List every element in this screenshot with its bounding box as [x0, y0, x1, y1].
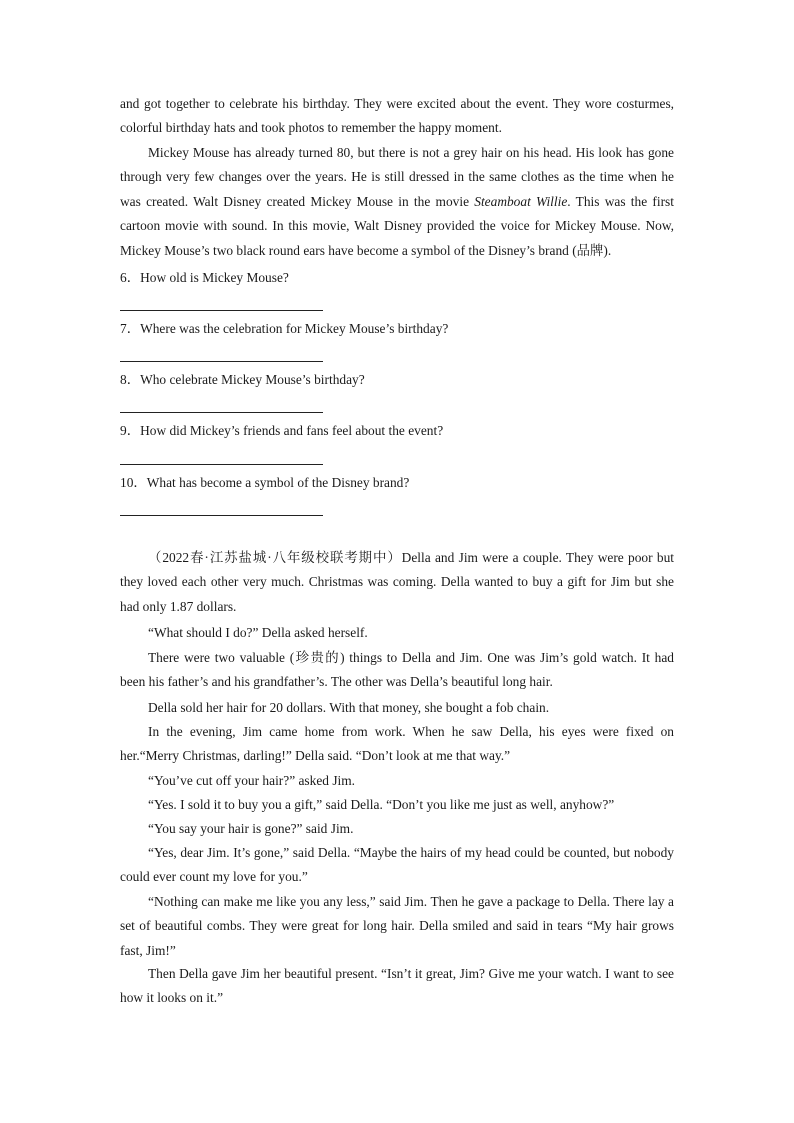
passage2-paragraph-10: “Nothing can make me like you any less,” said Jim. Then he gave a package to Della. There lay a set of beautiful combs. They were great for long hair. Della smiled and said in tears “My hair grows fast, Jim!”: [120, 894, 674, 958]
question-9: 9．How did Mickey’s friends and fans feel about the event?: [120, 423, 444, 438]
passage2-paragraph-8: “You say your hair is gone?” said Jim.: [148, 821, 354, 836]
passage2-paragraph-3: There were two valuable (珍贵的) things to Della and Jim. One was Jim’s gold watch. It had been his father’s and his grandfather’s. The other was Della’s beautiful long hair.: [120, 650, 674, 690]
question-8: 8．Who celebrate Mickey Mouse’s birthday?: [120, 372, 365, 387]
passage2-paragraph-2: “What should I do?” Della asked herself.: [148, 625, 368, 640]
answer-line-8[interactable]: [120, 412, 323, 413]
question-7: 7．Where was the celebration for Mickey Mouse’s birthday?: [120, 321, 449, 336]
movie-title: Steamboat Willie: [474, 193, 568, 209]
passage1-paragraph-1: and got together to celebrate his birthday. They were excited about the event. They wore costurmes, colorful birthday hats and took photos to remember the happy moment.: [120, 96, 674, 136]
passage2-paragraph-5: In the evening, Jim came home from work. When he saw Della, his eyes were fixed on her.“Merry Christmas, darling!” Della said. “Don’t look at me that way.”: [120, 724, 674, 764]
passage2-paragraph-6: “You’ve cut off your hair?” asked Jim.: [148, 773, 356, 788]
passage2-paragraph-9: “Yes, dear Jim. It’s gone,” said Della. “Maybe the hairs of my head could be counted, but nobody could ever count my love for you.”: [120, 845, 674, 885]
passage1-paragraph-2: [120, 141, 674, 263]
answer-line-9[interactable]: [120, 464, 323, 465]
passage1-p2-text-end: . This was the first cartoon movie with sound. In this movie, Walt Disney provided the voice for Mickey Mouse. Now, Mickey Mouse’s two black round ears have become a symbol of the Disney’s brand (品牌).: [120, 193, 674, 258]
question-10: 10．What has become a symbol of the Disney brand?: [120, 475, 410, 490]
passage1-p2-text: Mickey Mouse has already turned 80, but there is not a grey hair on his head. His look has gone through very few changes over the years. He is still dressed in the same clothes as the time when he was created. Walt Disney created Mickey Mouse in the movie: [120, 145, 674, 209]
answer-line-10[interactable]: [120, 515, 323, 516]
passage2-paragraph-11: Then Della gave Jim her beautiful present. “Isn’t it great, Jim? Give me your watch. I want to see how it looks on it.”: [120, 966, 674, 1006]
answer-line-7[interactable]: [120, 361, 323, 362]
passage2-paragraph-4: Della sold her hair for 20 dollars. With that money, she bought a fob chain.: [148, 700, 550, 715]
passage2-paragraph-7: “Yes. I sold it to buy you a gift,” said Della. “Don’t you like me just as well, anyhow?”: [148, 797, 615, 812]
answer-line-6[interactable]: [120, 310, 323, 311]
passage2-paragraph-1: （2022春·江苏盐城·八年级校联考期中）Della and Jim were a couple. They were poor but they loved each other very much. Christmas was coming. Della wanted to buy a gift for Jim but she had only 1.87 dollars.: [120, 550, 674, 614]
question-6: 6．How old is Mickey Mouse?: [120, 270, 289, 285]
